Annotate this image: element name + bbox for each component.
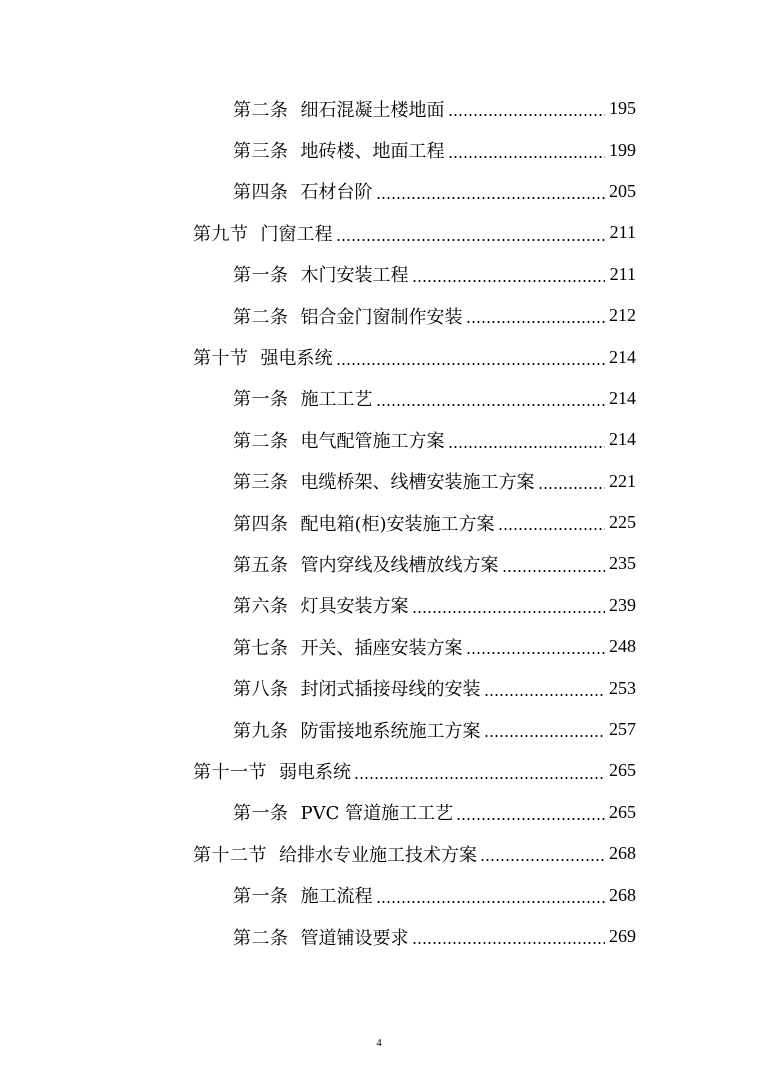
toc-entry-title: 细石混凝土楼地面 (300, 99, 445, 121)
toc-entry-number: 第一条 (233, 265, 289, 287)
dot-leader (336, 239, 606, 241)
toc-entry-title: PVC 管道施工工艺 (300, 803, 454, 825)
toc-entry-number: 第一条 (233, 886, 289, 908)
dot-leader (448, 114, 606, 116)
dot-leader (376, 197, 606, 199)
toc-entry-title: 电缆桥架、线槽安装施工方案 (300, 472, 535, 494)
toc-entry-title: 施工工艺 (300, 389, 373, 411)
toc-article-row[interactable] (0, 171, 758, 212)
toc-article-row[interactable] (0, 916, 758, 957)
toc-entry-page: 269 (609, 926, 636, 946)
dot-leader (448, 446, 606, 448)
toc-entry-title: 门窗工程 (260, 223, 333, 245)
toc-entry-title: 电气配管施工方案 (300, 430, 445, 452)
toc-entry-number: 第一条 (233, 389, 289, 411)
toc-entry-page: 265 (609, 760, 636, 781)
toc-article-row[interactable] (0, 295, 758, 336)
toc-entry-title: 给排水专业施工技术方案 (279, 844, 477, 866)
dot-leader (484, 694, 606, 696)
toc-article-row[interactable] (0, 585, 758, 626)
toc-entry-page: 211 (609, 222, 636, 243)
toc-entry-title: 灯具安装方案 (300, 596, 409, 618)
dot-leader (376, 901, 606, 903)
toc-entry-number: 第二条 (233, 306, 289, 328)
dot-leader (412, 611, 606, 613)
toc-entry-title: 强电系统 (260, 348, 333, 370)
toc-entry-page: 221 (609, 470, 636, 491)
toc-entry-page: 248 (609, 636, 636, 657)
toc-entry-title: 石材台阶 (300, 182, 373, 204)
page-number: 4 (376, 1037, 382, 1049)
toc-entry-title: 铝合金门窗制作安装 (300, 306, 463, 328)
toc-entry-page: 257 (609, 719, 636, 740)
dot-leader (456, 818, 605, 820)
toc-entry-number: 第五条 (233, 554, 289, 576)
toc-entry-page: 214 (609, 387, 636, 408)
toc-article-row[interactable] (0, 709, 758, 750)
dot-leader (498, 528, 605, 530)
toc-article-row[interactable] (0, 543, 758, 584)
toc-entry-title: 施工流程 (300, 886, 373, 908)
toc-entry-page: 235 (609, 553, 636, 574)
toc-entry-title: 管内穿线及线槽放线方案 (300, 554, 499, 576)
dot-leader (412, 280, 606, 282)
dot-leader (376, 404, 606, 406)
toc-article-row[interactable] (0, 502, 758, 543)
toc-section-row[interactable] (0, 336, 758, 377)
dot-leader (336, 363, 606, 365)
toc-entry-title: 配电箱(柜)安装施工方案 (300, 513, 495, 535)
dot-leader (480, 859, 605, 861)
dot-leader (484, 735, 606, 737)
toc-article-row[interactable] (0, 378, 758, 419)
toc-article-row[interactable] (0, 461, 758, 502)
toc-entry-title: 开关、插座安装方案 (300, 637, 463, 659)
toc-entry-page: 265 (609, 801, 636, 822)
toc-entry-number: 第三条 (233, 472, 289, 494)
toc-entry-number: 第十二节 (193, 844, 267, 866)
toc-entry-number: 第三条 (233, 141, 289, 163)
dot-leader (412, 942, 606, 944)
toc-entry-number: 第六条 (233, 596, 289, 618)
toc-entry-page: 199 (609, 139, 636, 160)
toc-entry-number: 第八条 (233, 679, 289, 701)
toc-article-row[interactable] (0, 667, 758, 708)
dot-leader (354, 777, 605, 779)
toc-entry-number: 第九节 (193, 223, 249, 245)
toc-entry-number: 第二条 (233, 927, 289, 949)
toc-section-row[interactable] (0, 212, 758, 253)
toc-entry-number: 第四条 (233, 182, 289, 204)
toc-entry-number: 第四条 (233, 513, 289, 535)
toc-entry-number: 第七条 (233, 637, 289, 659)
dot-leader (466, 321, 606, 323)
dot-leader (448, 156, 606, 158)
toc-article-row[interactable] (0, 254, 758, 295)
toc-entry-page: 253 (609, 677, 636, 698)
toc-entry-number: 第十一节 (193, 761, 267, 783)
toc-entry-title: 防雷接地系统施工方案 (300, 720, 481, 742)
toc-entry-page: 205 (609, 180, 636, 201)
toc-article-row[interactable] (0, 129, 758, 170)
toc-article-row[interactable] (0, 626, 758, 667)
toc-entry-page: 195 (609, 98, 636, 119)
dot-leader (502, 570, 606, 572)
toc-article-row[interactable] (0, 792, 758, 833)
toc-entry-page: 212 (609, 305, 636, 326)
toc-entry-title: 木门安装工程 (300, 265, 409, 287)
dot-leader (466, 652, 606, 654)
toc-entry-number: 第二条 (233, 430, 289, 452)
toc-section-row[interactable] (0, 750, 758, 791)
dot-leader (538, 487, 606, 489)
toc-entry-page: 239 (609, 594, 636, 615)
toc-entry-number: 第十节 (193, 348, 249, 370)
toc-entry-title: 地砖楼、地面工程 (300, 141, 445, 163)
toc-section-row[interactable] (0, 833, 758, 874)
toc-entry-title: 弱电系统 (279, 761, 351, 783)
toc-entry-page: 268 (609, 843, 636, 864)
toc-entry-title: 管道铺设要求 (300, 927, 409, 949)
toc-entry-number: 第一条 (233, 803, 289, 825)
toc-article-row[interactable] (0, 419, 758, 460)
table-of-contents (0, 88, 758, 957)
toc-article-row[interactable] (0, 874, 758, 915)
toc-entry-page: 225 (609, 512, 636, 533)
toc-entry-number: 第二条 (233, 99, 289, 121)
toc-entry-number: 第九条 (233, 720, 289, 742)
toc-article-row[interactable] (0, 88, 758, 129)
toc-entry-page: 211 (609, 263, 636, 284)
toc-entry-page: 268 (609, 884, 636, 905)
toc-entry-title: 封闭式插接母线的安装 (300, 679, 481, 701)
toc-entry-page: 214 (609, 429, 636, 450)
toc-entry-page: 214 (609, 346, 636, 367)
